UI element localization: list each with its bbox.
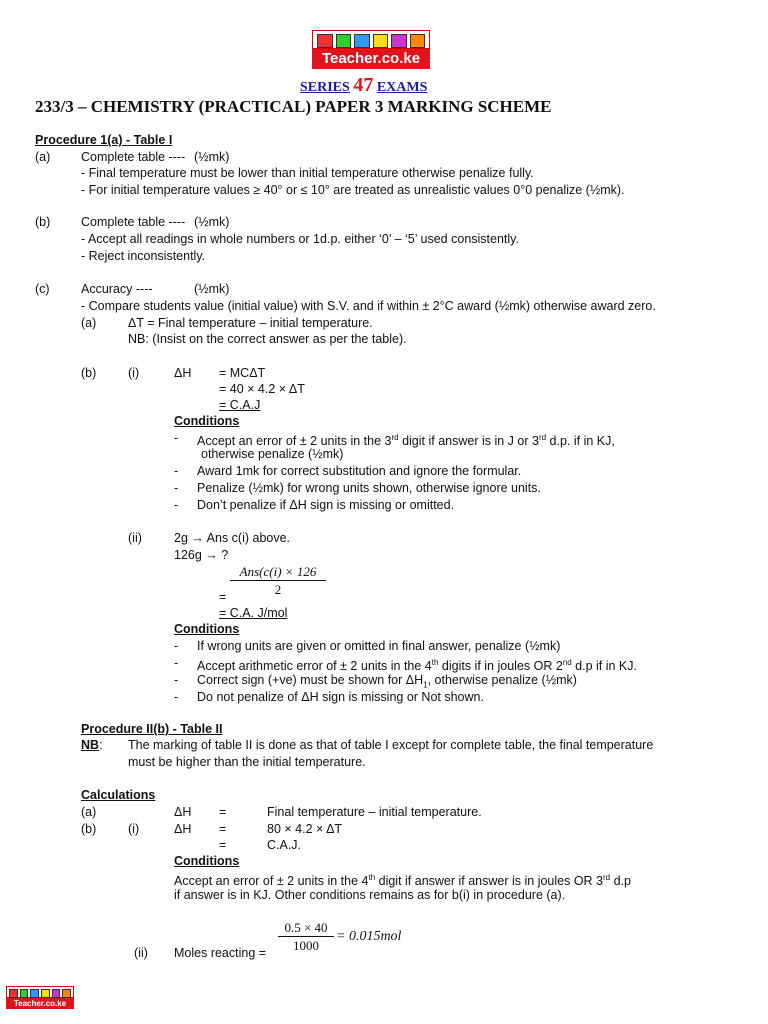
equation-line: = 40 × 4.2 × ΔT <box>219 382 305 396</box>
bullet-dash: - <box>174 481 179 495</box>
logo-block <box>30 989 39 998</box>
fraction <box>278 920 334 954</box>
nb-colon: : <box>99 738 103 752</box>
logo-block <box>336 34 352 48</box>
text-run: d.p. if in KJ, <box>546 434 615 449</box>
item-text: Accuracy ---- <box>81 282 153 296</box>
series-heading <box>300 74 427 97</box>
condition-line: Don’t penalize if ΔH sign is missing or omitted. <box>197 498 455 512</box>
item-line: - For initial temperature values ≥ 40° or ≤ 10° are treated as unrealistic values 0°0 penalize (½mk). <box>81 183 625 197</box>
sub-text: ΔT = Final temperature – initial temperature. <box>128 316 373 330</box>
logo-block <box>354 34 370 48</box>
text-run: d.p if in KJ. <box>571 659 637 674</box>
footer-logo <box>6 986 74 1008</box>
superscript: rd <box>603 873 611 882</box>
fraction-numerator: 0.5 × 40 <box>278 920 334 937</box>
equals-sign: = <box>219 590 227 604</box>
item-text: Complete table ---- <box>81 215 186 229</box>
page-title: 233/3 – CHEMISTRY (PRACTICAL) PAPER 3 MARKING SCHEME <box>35 97 552 116</box>
superscript: rd <box>391 433 399 442</box>
series-number: 47 <box>353 74 374 96</box>
text-run: Accept an error of ± 2 units in the 3 <box>197 434 392 449</box>
logo-text: Teacher.co.ke <box>6 998 74 1009</box>
procedure-2-heading: Procedure II(b) - Table II <box>81 722 223 736</box>
item-line: - Reject inconsistently. <box>81 249 206 263</box>
superscript: rd <box>538 433 547 442</box>
sub-sub-label: (i) <box>128 366 140 380</box>
superscript: nd <box>562 658 572 667</box>
condition-line: Penalize (½mk) for wrong units shown, otherwise ignore units. <box>197 481 541 495</box>
ratio-line: 2g → Ans c(i) above. <box>174 531 291 545</box>
answer-line <box>219 605 287 621</box>
logo-block <box>52 989 61 998</box>
fraction-denominator: 1000 <box>293 938 319 953</box>
nb-label <box>81 737 103 753</box>
logo-block <box>20 989 29 998</box>
item-label: (c) <box>35 282 50 296</box>
moles-label: Moles reacting = <box>174 946 267 960</box>
logo-block <box>317 34 333 48</box>
ratio-line: 126g → ? <box>174 548 229 562</box>
sub-note: NB: (Insist on the correct answer as per the table). <box>128 332 407 346</box>
item-label: (a) <box>35 150 51 164</box>
mark: (½mk) <box>194 215 230 229</box>
item-line: - Accept all readings in whole numbers or 1d.p. either ‘0’ – ‘5’ used consistently. <box>81 232 519 246</box>
condition-line: Do not penalize of ΔH sign is missing or Not shown. <box>197 690 484 704</box>
conditions-heading: Conditions <box>174 854 240 868</box>
sub-label: (a) <box>81 316 97 330</box>
fraction-numerator: Ans(c(i) × 126 <box>230 564 326 581</box>
superscript: th <box>368 873 376 882</box>
item-text: Complete table ---- <box>81 150 186 164</box>
logo-block <box>62 989 71 998</box>
sub-label: (b) <box>81 822 97 836</box>
text-run: digit if answer is in J or 3 <box>398 434 539 449</box>
text-run: Accept an error of ± 2 units in the 4 <box>174 874 369 889</box>
equation-line: = MCΔT <box>219 366 266 380</box>
logo-blocks <box>312 30 430 49</box>
delta-h: ΔH <box>174 805 192 819</box>
series-label: SERIES <box>300 80 350 95</box>
logo-text: Teacher.co.ke <box>312 49 430 69</box>
equation-line <box>219 397 260 413</box>
fraction <box>230 564 326 598</box>
answer-text: = C.A. J/mol <box>219 606 288 620</box>
sub-label: (b) <box>81 366 97 380</box>
procedure-1-heading: Procedure 1(a) - Table I <box>35 133 173 147</box>
bullet-dash: - <box>174 690 179 704</box>
sub-sub-label: (i) <box>128 822 140 836</box>
logo-block <box>41 989 50 998</box>
text-run: , otherwise penalize (½mk) <box>427 673 577 687</box>
calculations-heading: Calculations <box>81 788 156 802</box>
item-line: - Compare students value (initial value) with S.V. and if within ± 2°C award (½mk) otherwise award zero. <box>81 299 656 313</box>
text-run: digits if in joules OR 2 <box>438 659 563 674</box>
answer-text: = C.A.J <box>219 398 261 412</box>
teacher-logo <box>312 30 430 70</box>
text-run: Correct sign (+ve) must be shown for ΔH <box>197 673 424 687</box>
logo-block <box>391 34 407 48</box>
condition-line: if answer is in KJ. Other conditions remains as for b(i) in procedure (a). <box>174 888 566 902</box>
bullet-dash: - <box>174 656 179 670</box>
text-run: digit if answer if answer is in joules OR 3 <box>375 874 604 889</box>
sub-label: (a) <box>81 805 97 819</box>
equation-line: C.A.J. <box>267 838 302 852</box>
sub-sub-label: (ii) <box>134 946 148 960</box>
logo-block <box>410 34 426 48</box>
bullet-dash: - <box>174 673 179 687</box>
conditions-heading: Conditions <box>174 414 240 428</box>
delta-h: ΔH <box>174 366 192 380</box>
condition-line: otherwise penalize (½mk) <box>201 447 344 461</box>
sub-sub-label: (ii) <box>128 531 142 545</box>
exams-label: EXAMS <box>376 80 428 95</box>
logo-blocks <box>6 986 74 998</box>
bullet-dash: - <box>174 464 179 478</box>
nb-line: must be higher than the initial temperature. <box>128 755 366 769</box>
nb-line: The marking of table II is done as that of table I except for complete table, the final temperature <box>128 738 654 752</box>
bullet-dash: - <box>174 431 179 445</box>
bullet-dash: - <box>174 639 179 653</box>
equals-sign: = <box>219 822 227 836</box>
fraction-denominator: 2 <box>274 582 282 597</box>
conditions-heading: Conditions <box>174 622 240 636</box>
equals-sign: = <box>219 838 227 852</box>
equation-line: Final temperature – initial temperature. <box>267 805 482 819</box>
text-run: Accept arithmetic error of ± 2 units in the 4 <box>197 659 432 674</box>
equation-line: 80 × 4.2 × ΔT <box>267 822 343 836</box>
superscript: th <box>431 658 439 667</box>
bullet-dash: - <box>174 498 179 512</box>
moles-result: = 0.015mol <box>336 929 402 944</box>
subscript: 1 <box>423 680 428 690</box>
condition-line: Award 1mk for correct substitution and ignore the formular. <box>197 464 522 478</box>
delta-h: ΔH <box>174 822 192 836</box>
item-label: (b) <box>35 215 51 229</box>
logo-block <box>373 34 389 48</box>
nb-text: NB <box>81 738 100 752</box>
equals-sign: = <box>219 805 227 819</box>
item-line: - Final temperature must be lower than initial temperature otherwise penalize fully. <box>81 166 534 180</box>
mark: (½mk) <box>194 282 230 296</box>
condition-line: If wrong units are given or omitted in final answer, penalize (½mk) <box>197 639 561 653</box>
text-run: d.p <box>610 874 631 889</box>
logo-block <box>9 989 18 998</box>
mark: (½mk) <box>194 150 230 164</box>
